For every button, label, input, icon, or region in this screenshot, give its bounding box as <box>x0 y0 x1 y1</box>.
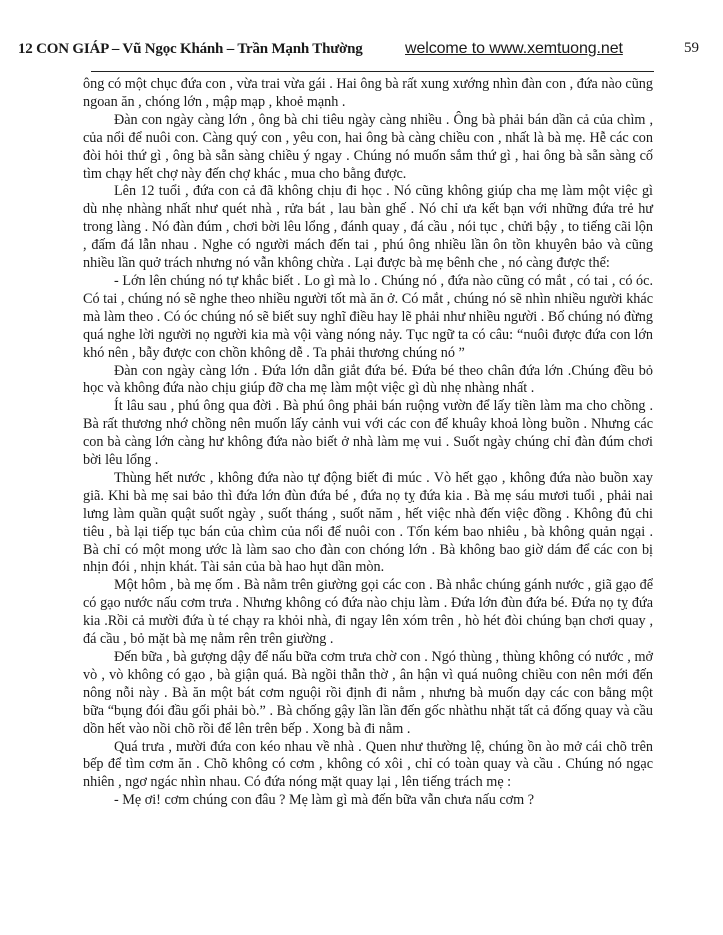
paragraph: Thùng hết nước , không đứa nào tự động biết đi múc . Vò hết gạo , không đứa nào buồn xay giã. Khi bà mẹ sai bảo thì đứa lớn đùn đứa bé , đứa nọ tỵ đứa kia . Bà mẹ sáu mươi tuổi , phải nai lưng làm quần quật suốt ngày , suốt tháng , suốt năm , hết việc nhà đến việc đồng . Không đủ chi tiêu , bà lại tiếp tục bán của chìm của nổi để nuôi con . Tốn kém bao nhiêu , bà không quản ngại . Bà chỉ có một mong ước là làm sao cho đàn con chóng lớn . Bà không bao giờ dám để các con bị nhịn đói , nhịn khát. Tài sản của bà hao hụt dần mòn. <box>83 469 653 576</box>
paragraph: Đến bữa , bà gượng dậy để nấu bữa cơm trưa chờ con . Ngó thùng , thùng không có nước , mở vò , vò không có gạo , bà giận quá. Bà ngồi thẫn thờ , ân hận vì quá nuông chiều con nên mới đến nông nỗi này . Bà ăn một bát cơm nguội rồi định đi nằm , nhưng bà muốn dạy các con bằng một bữa “bụng đói đầu gối phải bò.” . Bà chống gậy lần lần đến gốc nhàthu nhặt tất cả đống quay và cầu dồn hết vào nồi chõ rồi để lên trên bếp . Xong bà đi nằm . <box>83 649 653 737</box>
paragraph-dialogue: - Mẹ ơi! cơm chúng con đâu ? Mẹ làm gì mà đến bữa vẫn chưa nấu cơm ? <box>114 792 535 809</box>
paragraph-dialogue: - Lớn lên chúng nó tự khắc biết . Lo gì mà lo . Chúng nó , đứa nào cũng có mắt , có tai , có óc. Có tai , chúng nó sẽ nghe theo nhiều người tốt mà ăn ở. Có mắt , chúng nó sẽ nhìn nhiều người khác mà làm theo . Có óc chúng nó sẽ biết suy nghĩ điều hay lẽ phải như nhiều người . Bố chúng nó đừng quá nghe lời người nọ người kia mà vội vàng nóng nảy. Tục ngữ ta có câu: “nuôi được đứa con lớn khó nên , bẫy được con chồn không dễ . Ta phải thương chúng nó ” <box>83 272 653 361</box>
paragraph: Lên 12 tuổi , đứa con cả đã không chịu đi học . Nó cũng không giúp cha mẹ làm một việc gì dù nhẹ nhàng nhất như quét nhà , rửa bát , lau bàn ghế . Nó chỉ ưa kết bạn với những đứa trẻ hư trong làng . Nó đàn đúm , chơi bời lêu lổng , đánh quay , đá cầu , nói tục , chửi bậy , to tiếng cãi lộn , đấm đá lẫn nhau . Nghe có người mách đến tai , phú ông nhiều lần ôn tồn khuyên bảo và cũng nhiều lần quở trách nhưng nó vẫn không chừa . Lại được bà mẹ bênh che , nó càng được thể: <box>83 183 653 272</box>
header-divider <box>91 71 654 72</box>
website-link[interactable]: welcome to www.xemtuong.net <box>405 40 623 57</box>
paragraph: Ít lâu sau , phú ông qua đời . Bà phú ông phải bán ruộng vườn để lấy tiền làm ma cho chồng . Bà rất thương nhớ chồng nên muốn lấy cảnh vui với các con để khuây khoả lòng buồn . Nhưng các con bà càng lớn càng hư không đứa nào biết ở nhà làm mẹ vui . Suốt ngày chúng chỉ đàn đúm chơi bời lêu lổng . <box>83 398 653 469</box>
page-header <box>0 0 723 72</box>
paragraph-continuation: ông có một chục đứa con , vừa trai vừa gái . Hai ông bà rất xung xướng nhìn đàn con , đứa nào cũng ngoan ăn , chóng lớn , mập mạp , khoẻ mạnh . <box>83 76 653 110</box>
paragraph: Đàn con ngày càng lớn , ông bà chi tiêu ngày càng nhiều . Ông bà phải bán dần cả của chìm , của nổi để nuôi con. Càng quý con , yêu con, hai ông bà càng chiều con , nhất là bà mẹ. Hễ các con đòi hỏi thứ gì , ông bà sẵn sàng chiều ý ngay . Chúng nó muốn sắm thứ gì , hai ông bà sẵn sàng cố tìm chạy hết chợ này đến chợ khác , mua cho bằng được. <box>83 111 653 182</box>
page-body <box>83 76 653 810</box>
book-title: 12 CON GIÁP – Vũ Ngọc Khánh – Trần Mạnh Thường <box>18 41 363 57</box>
paragraph: Đàn con ngày càng lớn . Đứa lớn dẫn giắt đứa bé. Đứa bé theo chân đứa lớn .Chúng đều bỏ học và không đứa nào chịu giúp đỡ cha mẹ làm một việc gì dù nhẹ nhàng nhất . <box>83 362 653 397</box>
paragraph: Quá trưa , mười đứa con kéo nhau về nhà . Quen như thường lệ, chúng ồn ào mở cái chõ trên bếp để tìm cơm ăn . Chõ không có cơm , không có xôi , chỉ có toàn quay và cầu . Chúng nó ngạc nhiên , ngơ ngác nhìn nhau. Có đứa nóng mặt quay lại , lên tiếng trách mẹ : <box>83 738 653 791</box>
paragraph: Một hôm , bà mẹ ốm . Bà nằm trên giường gọi các con . Bà nhắc chúng gánh nước , giã gạo để có gạo nước nấu cơm trưa . Nhưng không có đứa nào chịu làm . Đứa lớn đùn đứa bé. Đứa nọ tỵ đứa kia .Rồi cả mười đứa ù té chạy ra khỏi nhà, đi ngay lên xóm trên , hò hét đòi chúng bạn chơi quay , đá cầu , bỏ mặt bà mẹ nằm rên trên giường . <box>83 577 653 648</box>
page-number: 59 <box>684 40 699 56</box>
